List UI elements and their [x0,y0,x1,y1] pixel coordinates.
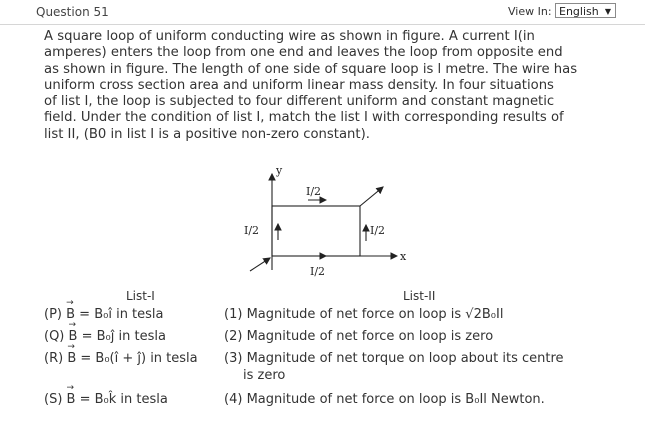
list-2-heading: List-II [403,289,436,303]
list-1-item-q [44,329,166,344]
list-2-item-2 [224,329,493,344]
right-current-label: I/2 [370,224,386,237]
item-text: Magnitude of net force on loop is √2B₀Il [246,307,504,322]
top-current-label: I/2 [306,185,322,198]
item-number: (3) [224,351,243,366]
item-text: Magnitude of net torque on loop about its centre [246,351,564,366]
list-2-item-3-continued [243,368,285,383]
item-letter: (P) [44,307,62,322]
list-2-item-3 [224,351,564,366]
magnetic-field-vector: → B [67,351,76,366]
item-letter: (S) [44,392,63,407]
stem-line: uniform cross section area and uniform linear mass density. In four situations [44,77,554,93]
item-value: = B₀(î + ĵ) in tesla [76,351,198,366]
question-stem [44,29,626,143]
item-value: = B₀ĵ in tesla [77,329,166,344]
item-number: (1) [224,307,243,322]
x-axis-label: x [400,250,407,263]
item-number: (2) [224,329,243,344]
stem-line: list II, (B0 in list I is a positive non-zero constant). [44,126,370,142]
language-select[interactable] [555,3,616,18]
list-2-item-1 [224,307,503,322]
stem-line: as shown in figure. The length of one side of square loop is l metre. The wire has [44,61,578,77]
magnetic-field-vector: → B [66,307,75,322]
item-letter: (R) [44,351,64,366]
view-in-label: View In: [508,5,552,18]
y-axis-label: y [276,164,283,177]
magnetic-field-vector: → B [67,392,76,407]
item-text: Magnitude of net force on loop is B₀Il Newton. [246,392,545,407]
magnetic-field-vector: → B [69,329,78,344]
item-value: = B₀k̂ in tesla [75,392,168,407]
question-title: Question 51 [36,5,109,19]
list-2-item-4 [224,392,545,407]
stem-line: of list I, the loop is subjected to four different uniform and constant magnetic [44,94,555,110]
square-loop-figure [225,162,425,282]
item-text: is zero [243,368,286,383]
current-entry-lead [250,258,270,271]
item-text: Magnitude of net force on loop is zero [246,329,494,344]
list-1-item-p [44,307,164,322]
stem-line: amperes) enters the loop from one end and leaves the loop from opposite end [44,45,563,61]
list-1-heading: List-I [126,289,155,303]
question-header [0,0,645,25]
item-number: (4) [224,392,243,407]
item-letter: (Q) [44,329,65,344]
stem-line: field. Under the condition of list I, match the list I with corresponding results of [44,110,564,126]
list-1-item-r [44,351,198,366]
dropdown-arrow-icon: ▼ [604,7,611,16]
current-exit-lead [360,187,383,206]
square-loop [272,206,360,256]
item-value: = B₀î in tesla [75,307,164,322]
language-selected-value: English [559,5,599,18]
bottom-current-label: I/2 [310,265,326,278]
stem-line: A square loop of uniform conducting wire as shown in figure. A current I(in [44,29,535,44]
left-current-label: I/2 [244,224,260,237]
list-1-item-s [44,392,168,407]
